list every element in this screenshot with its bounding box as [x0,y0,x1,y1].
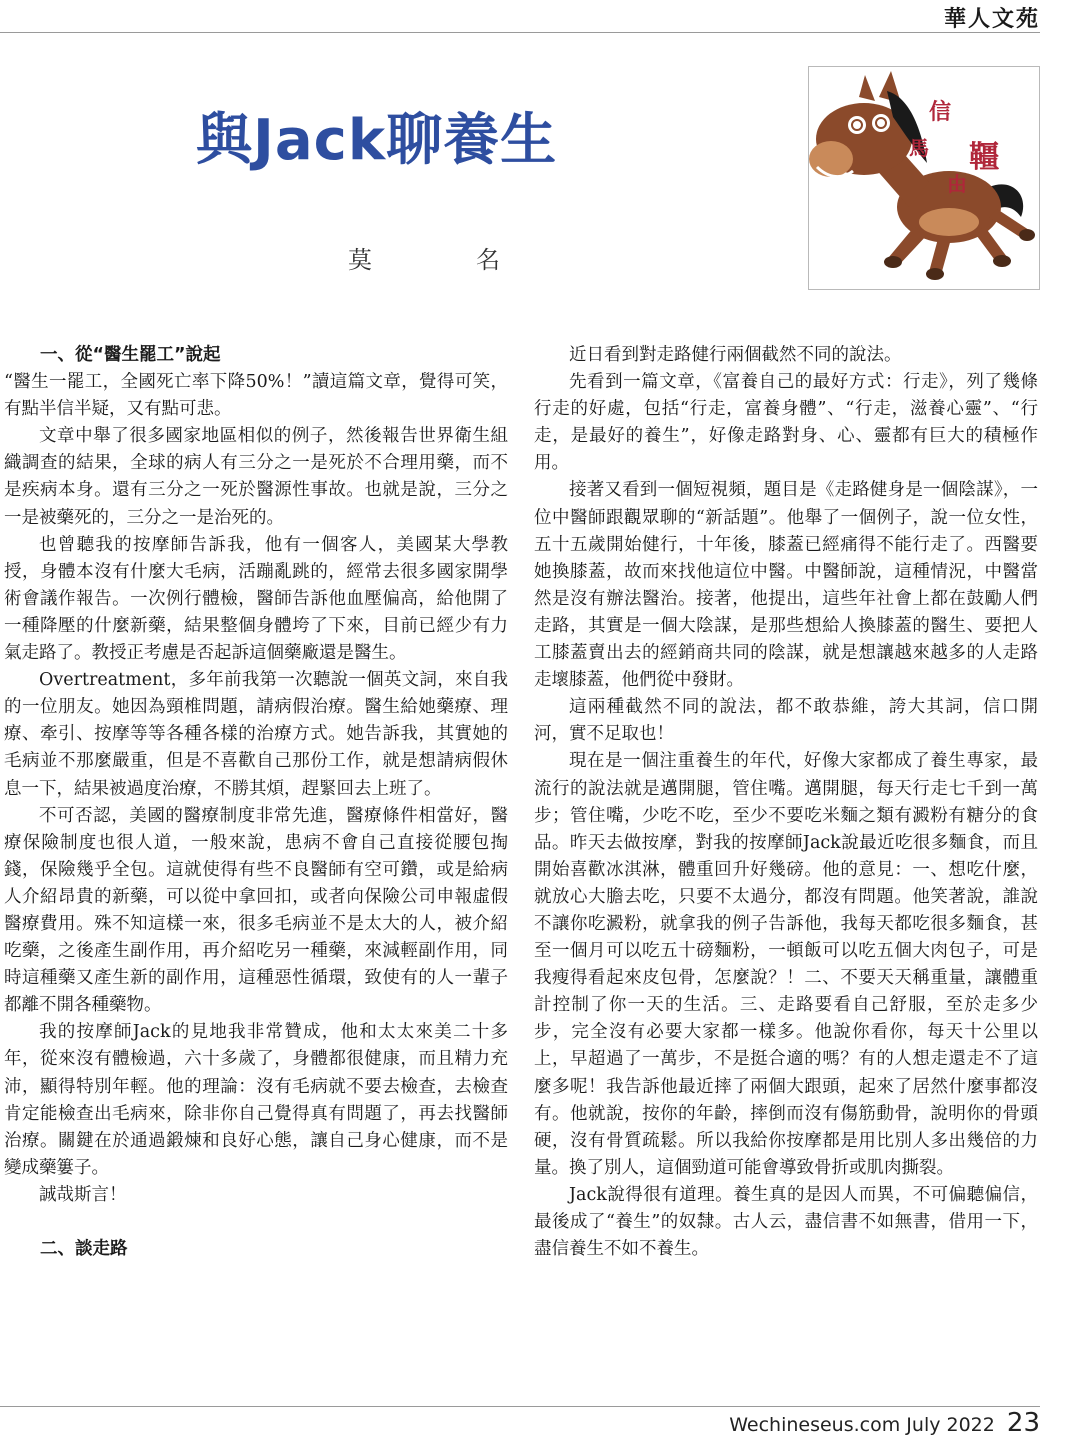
paragraph: Overtreatment，多年前我第一次聽說一個英文詞，來自我的一位朋友。她因為頸椎問題，請病假治療。醫生給她藥療、理療、牽引、按摩等等各種各樣的治療方式。她告訴我，其實她的毛病並不那麼嚴重，但是不喜歡自己那份工作，就是想請病假休息一下，結果被過度治療，不勝其煩，趕緊回去上班了。 [4,670,508,799]
caption-char: 馬 [909,136,929,160]
page-footer [729,1408,1040,1438]
paragraph: “醫生一罷工，全國死亡率下降50%！”讀這篇文章，覺得可笑，有點半信半疑，又有點可悲。 [4,372,508,420]
caption-char: 韁 [969,140,999,175]
header-divider [0,32,1040,33]
paragraph: 也曾聽我的按摩師告訴我，他有一個客人，美國某大學教授，身體本沒有什麼大毛病，活蹦亂跳的，經常去很多國家開學術會議作報告。一次例行體檢，醫師告訴他血壓偏高，給他開了一種降壓的什麼新藥，結果整個身體垮了下來，目前已經少有力氣走路了。教授正考慮是否起訴這個藥廠還是醫生。 [4,534,508,664]
section-heading: 一、從“醫生罷工”說起 [40,345,221,365]
paragraph: 接著又看到一個短視頻，題目是《走路健身是一個陰謀》，一位中醫師跟觀眾聊的“新話題”。他舉了一個例子，說一位女性，五十五歲開始健行，十年後，膝蓋已經痛得不能行走了。西醫要她換膝蓋，故而來找他這位中醫。中醫師說，這種情況，中醫當然是沒有辦法醫治。接著，他提出，這些年社會上都在鼓勵人們走路，其實是一個大陰謀，是那些想給人換膝蓋的醫生、要把人工膝蓋賣出去的經銷商共同的陰謀，就是想讓越來越多的人走路走壞膝蓋，他們從中發財。 [534,480,1038,691]
article-column-right [534,342,1038,1263]
footer-divider [0,1406,1040,1407]
paragraph: 文章中舉了很多國家地區相似的例子，然後報告世界衛生組織調查的結果，全球的病人有三分之一是死於不合理用藥，而不是疾病本身。還有三分之一死於醫源性事故。也就是說，三分之一是被藥死的，三分之一是治死的。 [4,426,508,528]
horse-illustration [808,66,1040,290]
caption-char: 由 [947,172,967,196]
footer-issue: July 2022 [906,1414,995,1436]
paragraph: 這兩種截然不同的說法，都不敢恭維，誇大其詞，信口開河，實不足取也！ [534,697,1038,745]
article-title: 與Jack聊養生 [196,108,558,173]
article-author: 莫 名 [348,246,540,274]
paragraph: Jack說得很有道理。養生真的是因人而異，不可偏聽偏信，最後成了“養生”的奴隸。古人云，盡信書不如無書，借用一下，盡信養生不如不養生。 [534,1184,1038,1260]
paragraph: 現在是一個注重養生的年代，好像大家都成了養生專家，最流行的說法就是邁開腿，管住嘴。邁開腿，每天行走七千到一萬步；管住嘴，少吃不吃，至少不要吃米麵之類有澱粉有糖分的食品。昨天去做按摩，對我的按摩師Jack說最近吃很多麵食，而且開始喜歡冰淇淋，體重回升好幾磅。他的意見：一、想吃什麼，就放心大膽去吃，只要不太過分，都沒有問題。他笑著說，誰說不讓你吃澱粉，就拿我的例子告訴他，我每天都吃很多麵食，甚至一個月可以吃五十磅麵粉，一頓飯可以吃五個大肉包子，可是我瘦得看起來皮包骨，怎麼說？！二、不要天天稱重量，讓體重計控制了你一天的生活。三、走路要看自己舒服，至於走多少步，完全沒有必要大家都一樣多。他說你看你，每天十公里以上，早超過了一萬步，不是挺合適的嗎？有的人想走還走不了這麼多呢！我告訴他最近摔了兩個大跟頭，起來了居然什麼事都沒有。他就說，按你的年齡，摔倒而沒有傷筋動骨，說明你的骨頭硬，沒有骨質疏鬆。所以我給你按摩都是用比別人多出幾倍的力量。換了別人，這個勁道可能會導致骨折或肌肉撕裂。 [534,751,1038,1178]
paragraph: 誠哉斯言！ [39,1184,127,1205]
paragraph: 不可否認，美國的醫療制度非常先進，醫療條件相當好，醫療保險制度也很人道，一般來說，患病不會自己直接從腰包掏錢，保險幾乎全包。這就使得有些不良醫師有空可鑽，或是給病人介紹昂貴的新藥，可以從中拿回扣，或者向保險公司申報虛假醫療費用。殊不知這樣一來，很多毛病並不是太大的人，被介紹吃藥，之後產生副作用，再介紹吃另一種藥，來減輕副作用，同時這種藥又產生新的副作用，這種惡性循環，致使有的人一輩子都離不開各種藥物。 [4,805,508,1016]
footer-site: Wechineseus.com [729,1414,901,1436]
section-name: 華人文苑 [943,6,1040,32]
article-column-left [4,342,508,1263]
cartoon-horse-icon [809,67,1039,289]
paragraph: 先看到一篇文章，《富養自己的最好方式：行走》，列了幾條行走的好處，包括“行走，富養身體”、“行走，滋養心靈”、“行走，是最好的養生”，好像走路對身、心、靈都有巨大的積極作用。 [534,372,1038,474]
caption-char: 信 [929,99,952,125]
paragraph: 我的按摩師Jack的見地我非常贊成，他和太太來美二十多年，從來沒有體檢過，六十多歲了，身體都很健康，而且精力充沛，顯得特別年輕。他的理論：沒有毛病就不要去檢查，去檢查肯定能檢查出毛病來，除非你自己覺得真有問題了，再去找醫師治療。關鍵在於通過鍛煉和良好心態，讓自己身心健康，而不是變成藥簍子。 [4,1022,508,1178]
page-number: 23 [1006,1408,1040,1438]
section-heading: 二、談走路 [40,1239,128,1259]
paragraph: 近日看到對走路健行兩個截然不同的說法。 [569,345,902,365]
